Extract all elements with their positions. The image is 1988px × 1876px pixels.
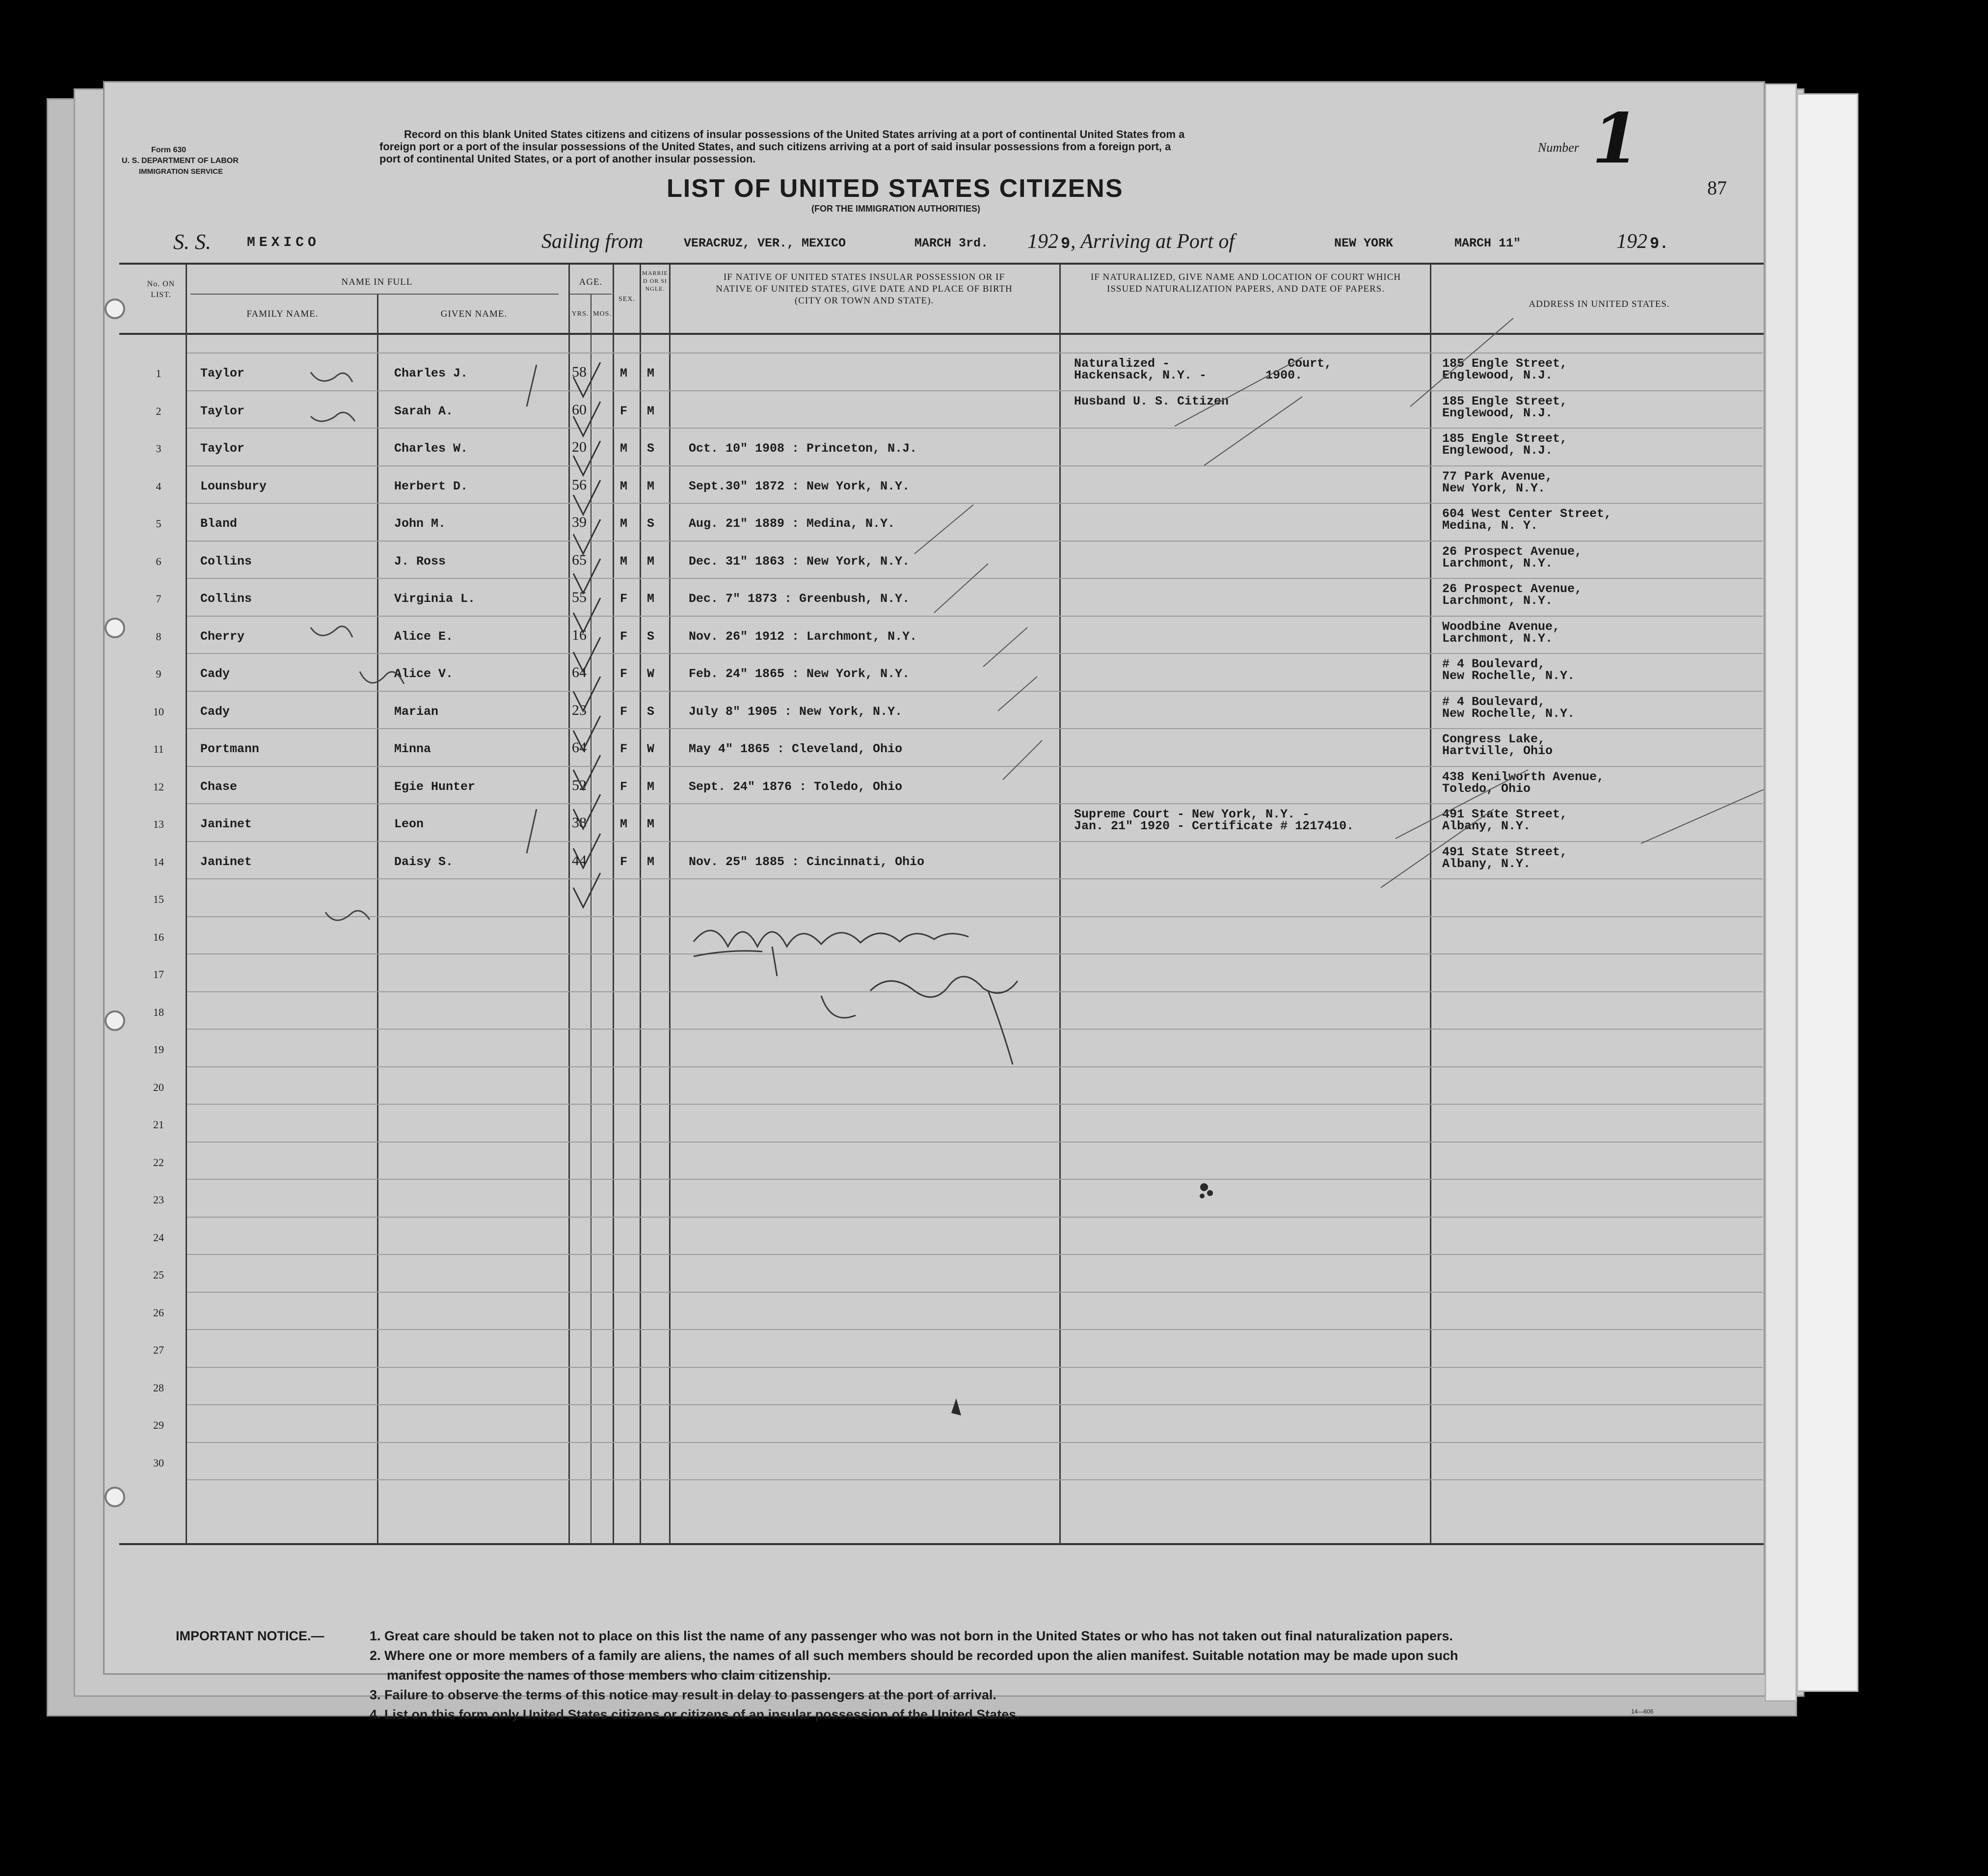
marital-status-cell: M [647, 779, 655, 794]
department-name: U. S. DEPARTMENT OF LABOR [122, 157, 239, 165]
family-name-cell: Janinet [200, 817, 252, 831]
row-number: 25 [153, 1269, 164, 1281]
address-line-1: 185 Engle Street, [1442, 356, 1568, 371]
sex-cell: F [620, 854, 628, 869]
address-line-2: Toledo, Ohio [1442, 781, 1531, 796]
header-age: AGE. [579, 277, 603, 287]
departure-port: VERACRUZ, VER., MEXICO [684, 236, 846, 250]
sex-cell: F [620, 629, 628, 644]
naturalization-line-2: Jan. 21" 1920 - Certificate # 1217410. [1074, 819, 1354, 833]
arrival-year-digit: 9. [1650, 235, 1669, 253]
given-name-cell: Leon [394, 817, 424, 831]
birth-info-cell: Sept.30" 1872 : New York, N.Y. [689, 479, 910, 493]
address-line-2: Larchmont, N.Y. [1442, 556, 1553, 571]
given-name-cell: Alice E. [394, 629, 454, 644]
sailing-label: Sailing from [541, 230, 644, 253]
inspector-signature [694, 930, 1018, 1064]
given-name-cell: Sarah A. [394, 404, 454, 418]
address-line-2: Medina, N. Y. [1442, 518, 1538, 533]
sex-cell: F [620, 779, 628, 794]
notice-item-4: 4. List on this form only United States citizens or citizens of an insular possession of the United States. [370, 1707, 1020, 1722]
instruction-line-2: foreign port or a port of the insular possessions of the United States, and such citizens arriving at a port of said insular possessions from a foreign port, a [379, 140, 1171, 153]
sex-cell: F [620, 667, 628, 681]
address-line-2: Albany, N.Y. [1442, 856, 1531, 871]
address-line-2: New York, N.Y. [1442, 481, 1546, 495]
header-given-name: GIVEN NAME. [440, 309, 508, 319]
sex-cell: F [620, 404, 628, 418]
row-number: 2 [156, 405, 161, 417]
row-number: 8 [156, 630, 161, 643]
given-name-cell: Egie Hunter [394, 779, 476, 794]
family-name-cell: Janinet [200, 854, 252, 869]
ship-name: MEXICO [247, 235, 320, 250]
row-number: 6 [156, 555, 161, 568]
given-name-cell: Alice V. [394, 667, 454, 681]
sex-cell: M [620, 441, 628, 456]
instruction-line-3: port of continental United States, or a port of another insular possession. [379, 153, 756, 165]
birth-info-cell: Feb. 24" 1865 : New York, N.Y. [689, 667, 910, 681]
header-name-in-full: NAME IN FULL [341, 277, 413, 287]
address-line-2: Englewood, N.J. [1442, 443, 1553, 458]
row-number: 13 [153, 818, 164, 830]
address-line-2: Englewood, N.J. [1442, 406, 1553, 420]
row-number: 22 [153, 1156, 164, 1169]
marital-status-cell: S [647, 517, 655, 531]
address-line-1: 185 Engle Street, [1442, 432, 1568, 446]
form-code-bottom: 14—606 [1631, 1708, 1654, 1715]
family-name-cell: Cherry [200, 629, 245, 644]
notice-item-2a: 2. Where one or more members of a family are aliens, the names of all such members should be recorded upon the alien manifest. Suitable notation may be made upon such [370, 1648, 1458, 1663]
address-line-2: Hartville, Ohio [1442, 744, 1553, 758]
header-sex: SEX. [618, 296, 635, 303]
family-name-cell: Taylor [200, 404, 245, 418]
family-name-cell: Cady [200, 704, 230, 719]
naturalization-line-1: Husband U. S. Citizen [1074, 394, 1229, 408]
row-number: 3 [156, 442, 161, 455]
given-name-cell: Marian [394, 704, 439, 719]
departure-date: MARCH 3rd. [914, 236, 989, 250]
age-years-cell: 58 [572, 364, 587, 380]
row-number: 24 [153, 1231, 164, 1244]
address-line-2: Englewood, N.J. [1442, 368, 1553, 382]
address-line-2: Albany, N.Y. [1442, 819, 1531, 833]
notice-item-2b: manifest opposite the names of those members who claim citizenship. [387, 1668, 831, 1683]
sex-cell: M [620, 554, 628, 569]
arrival-year-prefix: 192 [1616, 230, 1647, 253]
row-number: 16 [153, 930, 164, 943]
row-number: 10 [153, 705, 164, 718]
row-number: 29 [153, 1419, 164, 1431]
naturalization-line-1: Naturalized - Court, [1074, 356, 1332, 371]
diagonal-strokes [914, 318, 1764, 888]
sex-cell: M [620, 366, 628, 381]
age-years-cell: 52 [572, 777, 587, 793]
address-line-1: # 4 Boulevard, [1442, 694, 1546, 709]
row-number: 4 [156, 480, 161, 492]
header-mos: MOS. [593, 310, 612, 318]
page-subtitle: (FOR THE IMMIGRATION AUTHORITIES) [811, 204, 980, 214]
page-number: 87 [1707, 177, 1727, 199]
address-line-1: 185 Engle Street, [1442, 394, 1568, 408]
service-name: IMMIGRATION SERVICE [139, 167, 223, 176]
address-line-1: 438 Kenilworth Avenue, [1442, 769, 1605, 784]
naturalization-line-1: Supreme Court - New York, N.Y. - [1074, 807, 1310, 821]
marital-status-cell: S [647, 704, 655, 719]
age-years-cell: 64 [572, 739, 587, 756]
row-number: 20 [153, 1081, 164, 1093]
birth-info-cell: Nov. 26" 1912 : Larchmont, N.Y. [689, 629, 917, 644]
given-name-cell: John M. [394, 517, 446, 531]
number-value: 1 [1592, 99, 1640, 179]
birth-info-cell: Dec. 7" 1873 : Greenbush, N.Y. [689, 592, 910, 606]
marital-status-cell: M [647, 817, 655, 831]
age-years-cell: 44 [572, 852, 587, 869]
age-years-cell: 56 [572, 476, 587, 493]
given-name-cell: Virginia L. [394, 592, 476, 606]
page-edge-right-outer [1797, 93, 1858, 1692]
address-line-1: Congress Lake, [1442, 732, 1546, 746]
age-years-cell: 38 [572, 815, 587, 831]
naturalization-line-2: Hackensack, N.Y. - 1900. [1074, 368, 1303, 382]
address-line-2: New Rochelle, N.Y. [1442, 669, 1575, 683]
address-line-1: 604 West Center Street, [1442, 507, 1612, 521]
age-years-cell: 16 [572, 626, 587, 643]
marital-status-cell: M [647, 366, 655, 381]
header-married-single: MARRIED OR SINGLE. [642, 270, 668, 292]
address-line-1: 77 Park Avenue, [1442, 469, 1553, 484]
number-label: Number [1538, 140, 1579, 155]
age-years-cell: 20 [572, 439, 587, 455]
sex-cell: M [620, 517, 628, 531]
birth-info-cell: July 8" 1905 : New York, N.Y. [689, 704, 903, 719]
page-edge-right [1765, 83, 1797, 1702]
marital-status-cell: M [647, 554, 655, 569]
birth-info-cell: Nov. 25" 1885 : Cincinnati, Ohio [689, 854, 925, 869]
header-no-on-list: No. ON LIST. [147, 280, 175, 299]
row-number: 19 [153, 1043, 164, 1056]
row-number: 27 [153, 1344, 164, 1356]
row-number: 21 [153, 1118, 164, 1131]
given-name-cell: Herbert D. [394, 479, 468, 493]
sex-cell: M [620, 817, 628, 831]
address-line-1: 26 Prospect Avenue, [1442, 544, 1583, 559]
row-number: 12 [153, 780, 164, 793]
address-line-2: Larchmont, N.Y. [1442, 631, 1553, 646]
given-name-cell: J. Ross [394, 554, 446, 569]
row-number: 17 [153, 968, 164, 980]
row-number: 30 [153, 1456, 164, 1469]
margin-initials [311, 365, 537, 920]
age-years-cell: 23 [572, 702, 587, 718]
row-number: 18 [153, 1006, 164, 1018]
family-name-cell: Lounsbury [200, 479, 267, 493]
address-line-2: New Rochelle, N.Y. [1442, 706, 1575, 721]
instruction-line-1: Record on this blank United States citizens and citizens of insular possessions of the United States arriving at a port of continental United States from a [404, 128, 1185, 140]
row-number: 26 [153, 1306, 164, 1319]
family-name-cell: Cady [200, 667, 230, 681]
header-birth-info: IF NATIVE OF UNITED STATES INSULAR POSSESSION OR IF NATIVE OF UNITED STATES, GIVE DATE AND PLACE OF BIRTH (CITY OR TOWN AND STATE). [716, 272, 1013, 306]
notice-item-3: 3. Failure to observe the terms of this notice may result in delay to passengers at the port of arrival. [370, 1687, 996, 1702]
address-line-1: 26 Prospect Avenue, [1442, 582, 1583, 596]
page-title: LIST OF UNITED STATES CITIZENS [667, 174, 1124, 203]
family-name-cell: Chase [200, 779, 238, 794]
family-name-cell: Taylor [200, 441, 245, 456]
row-number: 23 [153, 1194, 164, 1206]
citizen-list-form [103, 81, 1765, 1722]
sex-cell: F [620, 742, 628, 756]
row-number: 15 [153, 893, 164, 905]
row-number: 5 [156, 517, 161, 530]
age-years-cell: 39 [572, 514, 587, 530]
sex-cell: M [620, 479, 628, 493]
family-name-cell: Bland [200, 517, 238, 531]
row-number: 28 [153, 1381, 164, 1394]
given-name-cell: Charles W. [394, 441, 468, 456]
address-line-1: Woodbine Avenue, [1442, 619, 1560, 634]
row-number: 7 [156, 593, 161, 605]
sex-cell: F [620, 704, 628, 719]
address-line-2: Larchmont, N.Y. [1442, 594, 1553, 608]
arriving-label: , Arriving at Port of [1071, 230, 1235, 253]
birth-info-cell: Sept. 24" 1876 : Toledo, Ohio [689, 779, 903, 794]
address-line-1: 491 State Street, [1442, 844, 1568, 859]
birth-info-cell: May 4" 1865 : Cleveland, Ohio [689, 742, 903, 756]
header-address: ADDRESS IN UNITED STATES. [1529, 299, 1670, 309]
birth-info-cell: Aug. 21" 1889 : Medina, N.Y. [689, 517, 895, 531]
address-line-1: 491 State Street, [1442, 807, 1568, 821]
row-number: 14 [153, 855, 164, 868]
birth-info-cell: Oct. 10" 1908 : Princeton, N.J. [689, 441, 917, 456]
marital-status-cell: S [647, 629, 655, 644]
row-number: 11 [153, 743, 164, 755]
check-marks [573, 362, 600, 907]
family-name-cell: Collins [200, 592, 252, 606]
marital-status-cell: M [647, 479, 655, 493]
family-name-cell: Portmann [200, 742, 260, 756]
marital-status-cell: M [647, 592, 655, 606]
birth-info-cell: Dec. 31" 1863 : New York, N.Y. [689, 554, 910, 569]
row-number: 1 [156, 367, 161, 380]
header-yrs: YRS. [571, 310, 589, 318]
given-name-cell: Minna [394, 742, 431, 756]
marital-status-cell: M [647, 404, 655, 418]
ship-prefix: S. S. [173, 230, 211, 254]
age-years-cell: 65 [572, 551, 587, 568]
departure-year-digit: 9 [1061, 235, 1071, 253]
row-number: 9 [156, 668, 161, 680]
age-years-cell: 60 [572, 401, 587, 418]
given-name-cell: Charles J. [394, 366, 468, 381]
notice-heading: IMPORTANT NOTICE.— [176, 1629, 324, 1643]
small-stamp-marks [951, 1183, 1213, 1415]
header-naturalization: IF NATURALIZED, GIVE NAME AND LOCATION OF COURT WHICH ISSUED NATURALIZATION PAPERS, AND DATE OF PAPERS. [1090, 272, 1401, 294]
marital-status-cell: S [647, 441, 655, 456]
marital-status-cell: M [647, 854, 655, 869]
sex-cell: F [620, 592, 628, 606]
family-name-cell: Taylor [200, 366, 245, 381]
given-name-cell: Daisy S. [394, 854, 454, 869]
marital-status-cell: W [647, 742, 655, 756]
header-family-name: FAMILY NAME. [246, 309, 319, 319]
marital-status-cell: W [647, 667, 655, 681]
age-years-cell: 55 [572, 589, 587, 605]
age-years-cell: 64 [572, 664, 587, 680]
arrival-port: NEW YORK [1334, 236, 1394, 250]
departure-year-prefix: 192 [1027, 230, 1058, 253]
notice-item-1: 1. Great care should be taken not to place on this list the name of any passenger who was not born in the United States or who has not taken out final naturalization papers. [370, 1629, 1453, 1643]
arrival-date: MARCH 11" [1454, 236, 1521, 250]
handwriting-marks [105, 82, 1764, 1673]
form-number: Form 630 [151, 146, 187, 154]
address-line-1: # 4 Boulevard, [1442, 657, 1546, 671]
family-name-cell: Collins [200, 554, 252, 569]
